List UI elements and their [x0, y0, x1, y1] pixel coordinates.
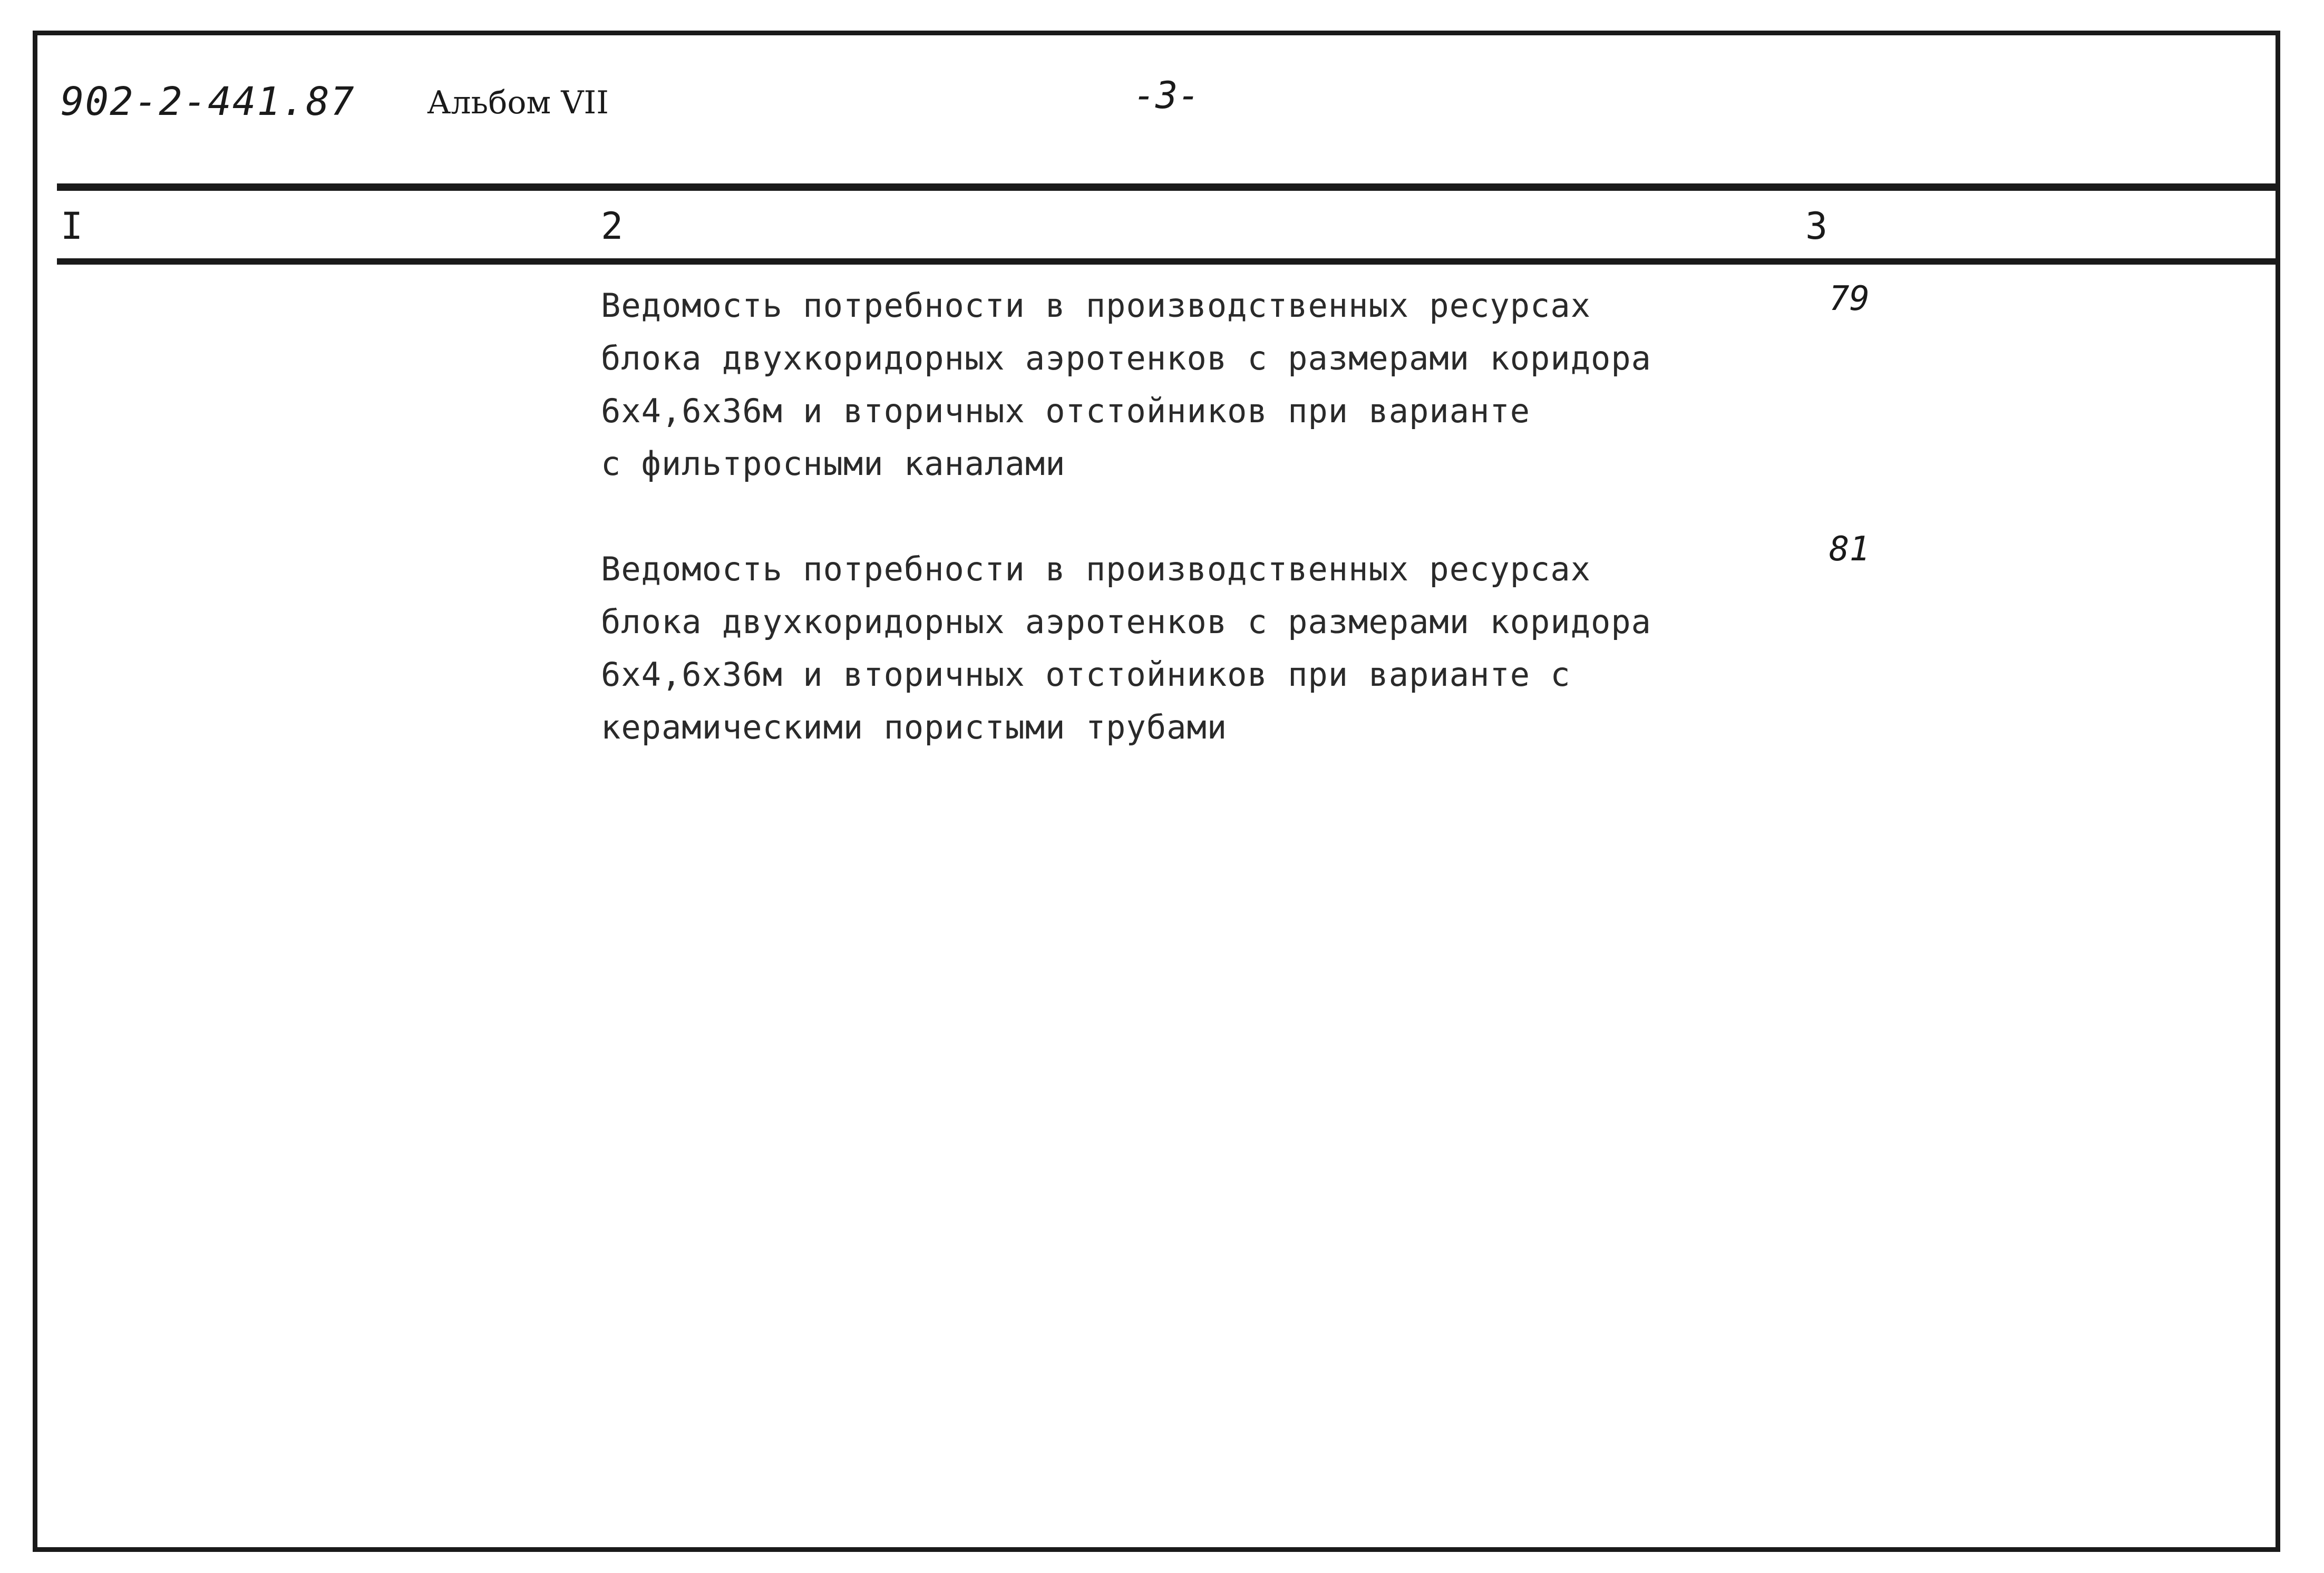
title-line: Ведомость потребности в производственных ресурсах — [601, 550, 1591, 588]
table-header-rule — [57, 258, 2280, 265]
page-number: -3- — [1133, 74, 1200, 117]
title-line: блока двухкоридорных аэротенков с размерами коридора — [601, 339, 1652, 377]
title-line: Ведомость потребности в производственных ресурсах — [601, 286, 1591, 325]
title-line: блока двухкоридорных аэротенков с размерами коридора — [601, 603, 1652, 641]
title-line: керамическими пористыми трубами — [601, 708, 1228, 746]
table-row-title — [601, 279, 1761, 490]
column-header-1: I — [61, 205, 83, 248]
document-code: 902-2-441.87 — [61, 79, 355, 124]
title-line: 6х4,6х36м и вторичных отстойников при варианте с — [601, 655, 1571, 694]
title-line: 6х4,6х36м и вторичных отстойников при варианте — [601, 392, 1531, 430]
table-top-rule — [57, 183, 2280, 191]
column-header-2: 2 — [601, 205, 624, 248]
table-row-page: 79 — [1829, 279, 1870, 318]
table-row-title — [601, 543, 1761, 754]
album-label: Альбом VII — [427, 84, 609, 121]
column-header-3: 3 — [1805, 205, 1828, 248]
title-line: с фильтросными каналами — [601, 444, 1066, 483]
table-row-page: 81 — [1829, 530, 1870, 569]
